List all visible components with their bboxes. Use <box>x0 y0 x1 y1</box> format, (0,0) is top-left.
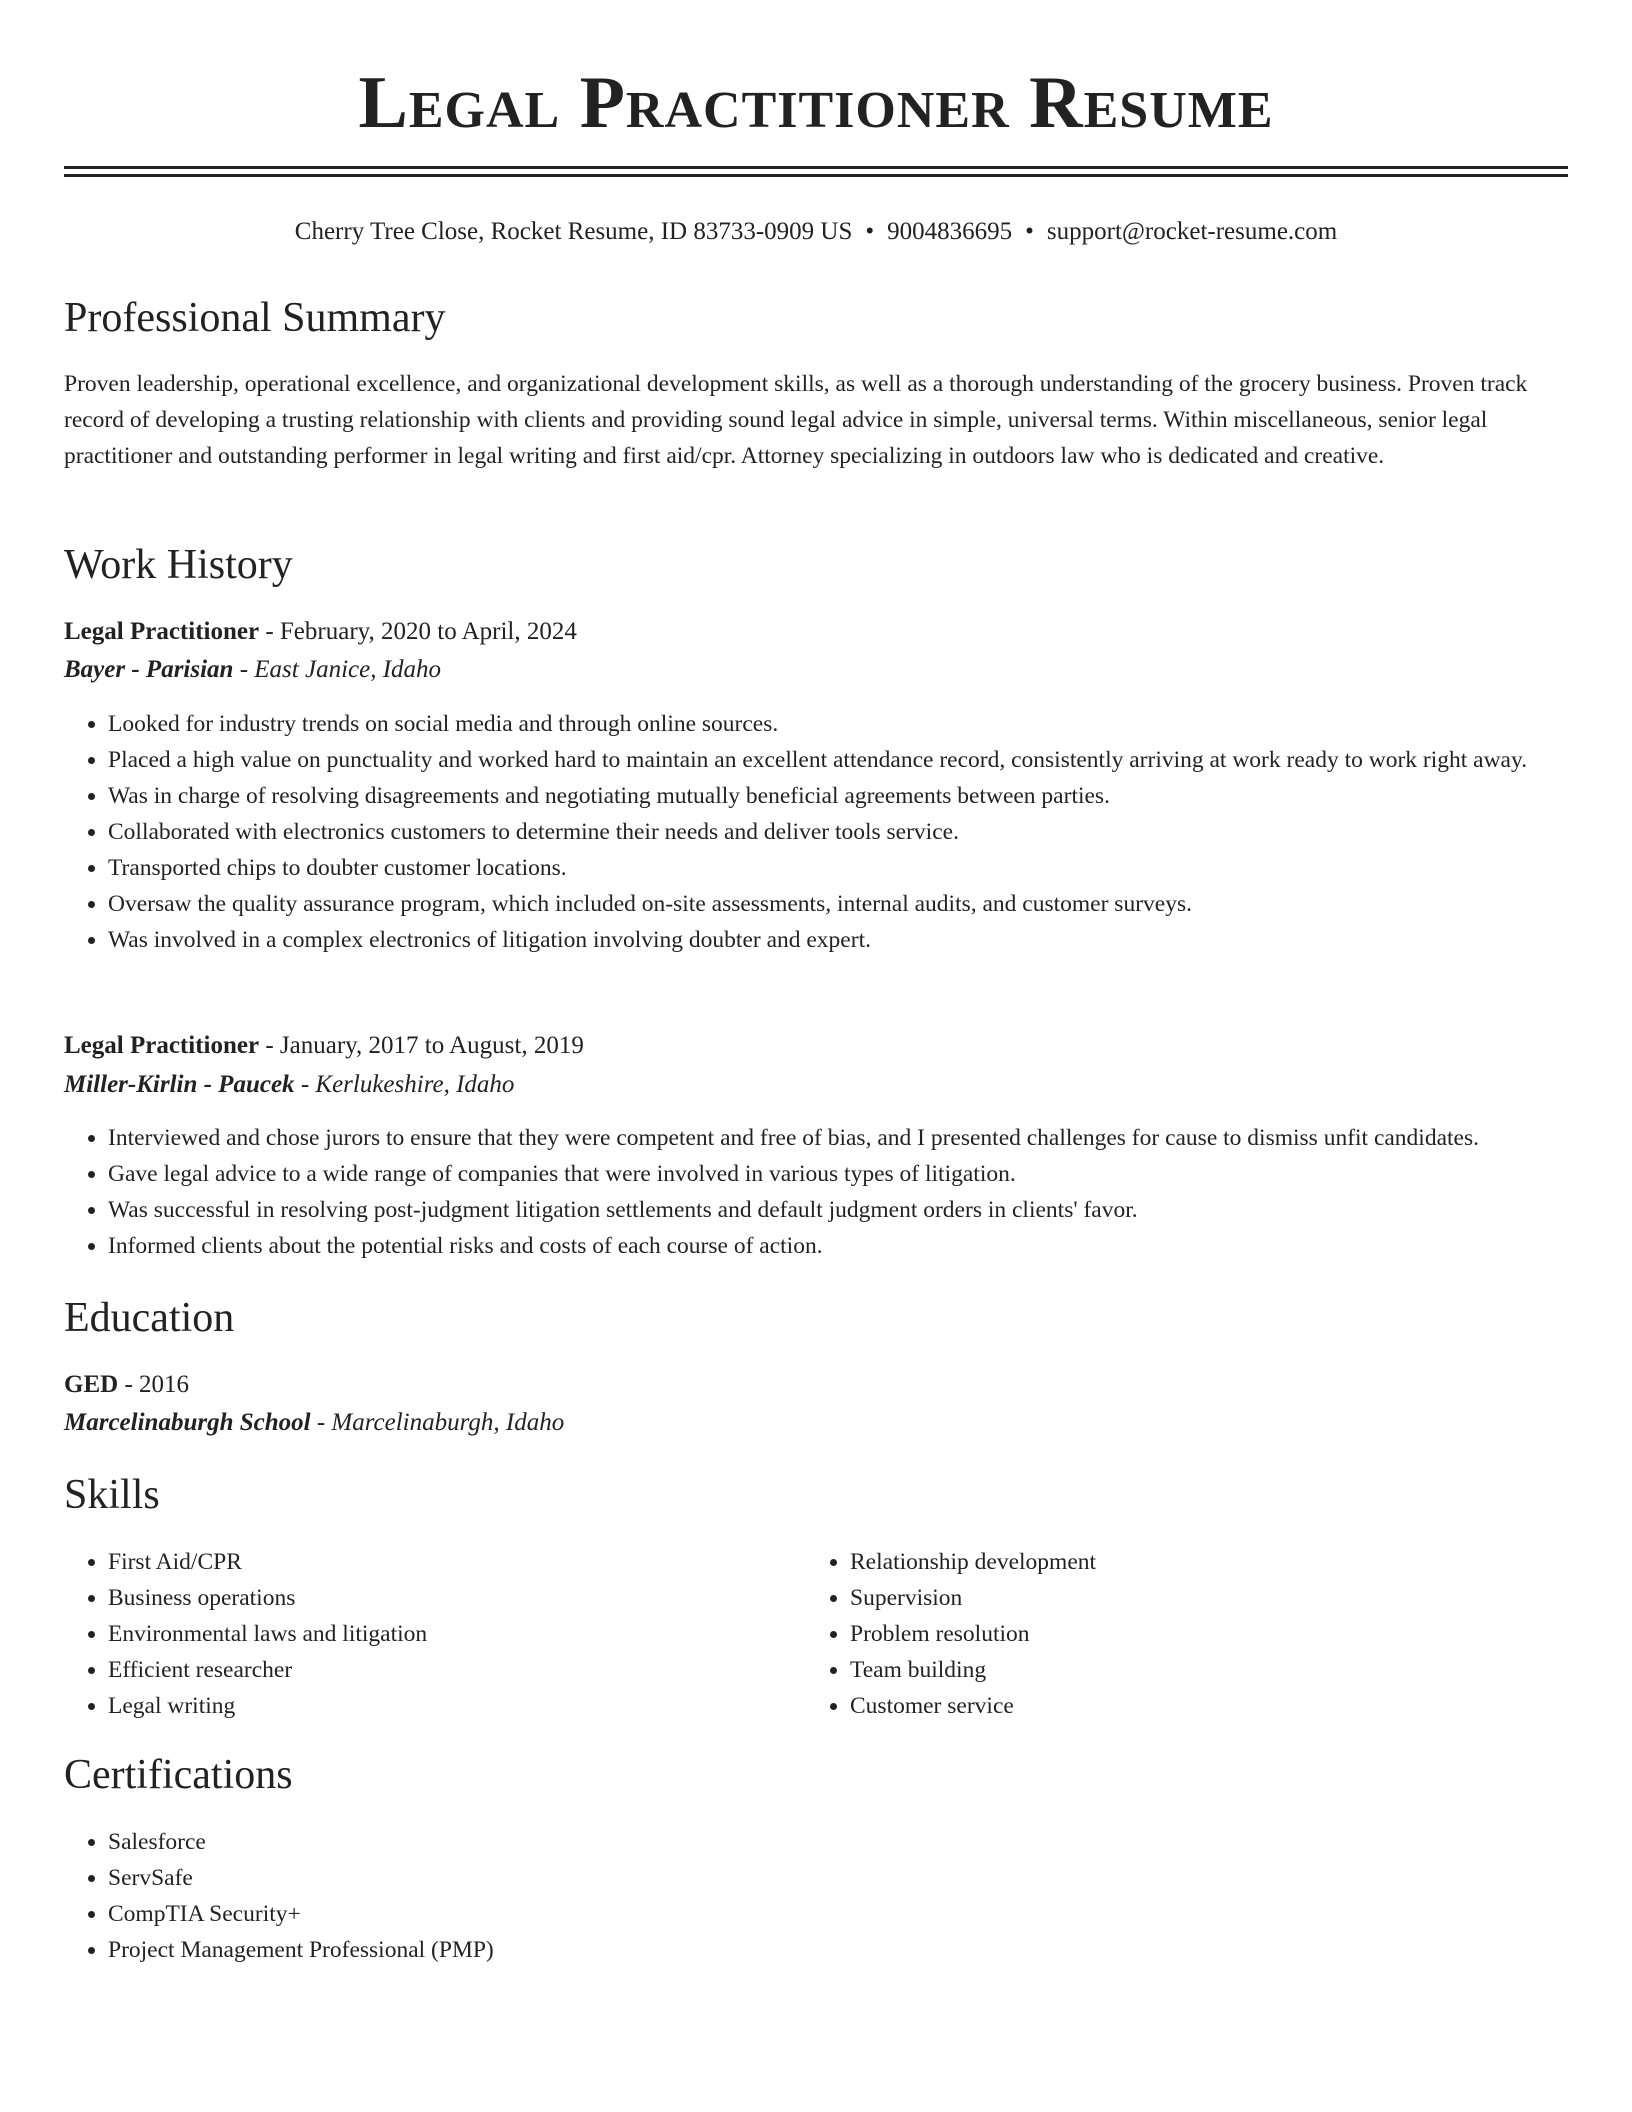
list-item: • Was involved in a complex electronics of litigation involving doubter and expert. <box>108 922 1568 958</box>
title-rule-top <box>64 166 1568 169</box>
job-dates: - February, 2020 to April, 2024 <box>259 618 577 645</box>
contact-separator: • <box>865 218 875 245</box>
list-item: • Gave legal advice to a wide range of companies that were involved in various types of litigation. <box>108 1156 1568 1192</box>
job-dates: - January, 2017 to August, 2019 <box>259 1032 584 1059</box>
list-item: • Problem resolution <box>850 1616 1550 1652</box>
list-item: • ServSafe <box>108 1860 1008 1896</box>
job-title: Legal Practitioner <box>64 618 260 645</box>
list-item: • First Aid/CPR <box>108 1544 808 1580</box>
education-degree-line <box>64 1366 189 1404</box>
list-item: • Interviewed and chose jurors to ensure that they were competent and free of bias, and I presented challenges for cause to dismiss unfit candidates. <box>108 1120 1568 1156</box>
list-item: • Salesforce <box>108 1824 1008 1860</box>
job-location: - Kerlukeshire, Idaho <box>294 1071 515 1098</box>
list-item: • Project Management Professional (PMP) <box>108 1932 1008 1968</box>
contact-phone: 9004836695 <box>887 218 1013 245</box>
skills-list-right <box>806 1544 1550 1724</box>
list-item: • Informed clients about the potential risks and costs of each course of action. <box>108 1228 1568 1264</box>
job-header <box>64 613 577 651</box>
job-title: Legal Practitioner <box>64 1032 260 1059</box>
certifications-heading: Certifications <box>64 1752 293 1798</box>
job-employer <box>64 651 441 689</box>
contact-email: support@rocket-resume.com <box>1046 218 1338 245</box>
list-item: • Relationship development <box>850 1544 1550 1580</box>
education-school-line <box>64 1404 564 1442</box>
list-item: • Supervision <box>850 1580 1550 1616</box>
certifications-list <box>64 1824 1008 1968</box>
job-bullets <box>64 1120 1568 1264</box>
summary-heading: Professional Summary <box>64 295 446 341</box>
list-item: • Environmental laws and litigation <box>108 1616 808 1652</box>
job-company: Bayer - Parisian <box>64 656 234 683</box>
list-item: • Placed a high value on punctuality and worked hard to maintain an excellent attendance record, consistently arriving at work ready to work right away. <box>108 742 1568 778</box>
list-item: • Legal writing <box>108 1688 808 1724</box>
education-school: Marcelinaburgh School <box>64 1409 311 1436</box>
job-company: Miller-Kirlin - Paucek <box>64 1071 295 1098</box>
job-location: - East Janice, Idaho <box>233 656 442 683</box>
list-item: • Team building <box>850 1652 1550 1688</box>
list-item: • Looked for industry trends on social media and through online sources. <box>108 706 1568 742</box>
education-heading: Education <box>64 1295 235 1341</box>
contact-address: Cherry Tree Close, Rocket Resume, ID 83733-0909 US <box>294 218 853 245</box>
education-location: - Marcelinaburgh, Idaho <box>310 1409 565 1436</box>
list-item: • Oversaw the quality assurance program, which included on-site assessments, internal audits, and customer surveys. <box>108 886 1568 922</box>
contact-line <box>64 214 1568 250</box>
education-degree: GED <box>64 1371 119 1398</box>
title-rule-bottom <box>64 174 1568 177</box>
list-item: • Transported chips to doubter customer locations. <box>108 850 1568 886</box>
list-item: • Business operations <box>108 1580 808 1616</box>
job-header <box>64 1027 584 1065</box>
education-year: - 2016 <box>118 1371 190 1398</box>
list-item: • Efficient researcher <box>108 1652 808 1688</box>
skills-list-left <box>64 1544 808 1724</box>
list-item: • Collaborated with electronics customers to determine their needs and deliver tools service. <box>108 814 1568 850</box>
work-history-heading: Work History <box>64 542 293 588</box>
job-bullets <box>64 706 1568 958</box>
list-item: • CompTIA Security+ <box>108 1896 1008 1932</box>
resume-title: Legal Practitioner Resume <box>358 62 1274 144</box>
contact-separator: • <box>1025 218 1034 245</box>
summary-text: Proven leadership, operational excellence, and organizational development skills, as well as a thorough understanding of the grocery business. Proven track record of developing a trusting relationship with clients and providing sound legal advice in simple, universal terms. Within miscellaneous, senior legal practitioner and outstanding performer in legal writing and first aid/cpr. Attorney specializing in outdoors law who is dedicated and creative. <box>64 371 1528 469</box>
list-item: • Was in charge of resolving disagreements and negotiating mutually beneficial agreements between parties. <box>108 778 1568 814</box>
list-item: • Customer service <box>850 1688 1550 1724</box>
skills-heading: Skills <box>64 1472 160 1518</box>
job-employer <box>64 1066 514 1104</box>
list-item: • Was successful in resolving post-judgment litigation settlements and default judgment orders in clients' favor. <box>108 1192 1568 1228</box>
